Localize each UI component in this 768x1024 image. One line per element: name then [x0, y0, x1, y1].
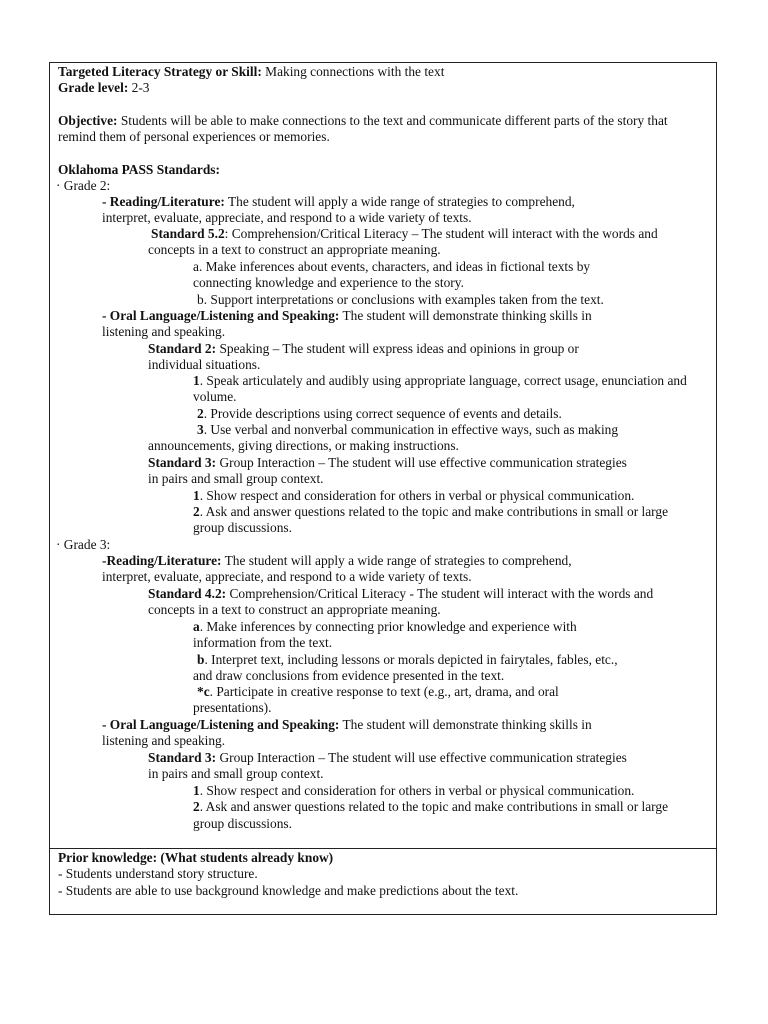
grade3-item-b-text: . Interpret text, including lessons or morals depicted in fairytales, fables, etc., [204, 652, 618, 667]
grade3-reading-text-1: The student will apply a wide range of strategies to comprehend, [221, 553, 572, 568]
grade3-group-item-2-number: 2 [193, 799, 200, 814]
grade2-reading-line-2: interpret, evaluate, appreciate, and respond to a wide variety of texts. [102, 210, 472, 225]
grade2-speak-item-2-number: 2 [197, 406, 204, 421]
grade3-reading-label: -Reading/Literature: [102, 553, 222, 568]
grade3-group-item-1-number: 1 [193, 783, 200, 798]
objective-line-2: remind them of personal experiences or memories. [58, 129, 330, 144]
grade2-reading-text-1: The student will apply a wide range of strategies to comprehend, [224, 194, 575, 209]
grade2-speak-item-1-number: 1 [193, 373, 200, 388]
grade2-standard2-line-2: individual situations. [148, 357, 261, 372]
grade2-standard3-line-1 [148, 455, 627, 471]
objective-line-1 [58, 113, 668, 129]
grade2-speak-item-2-line [197, 406, 562, 422]
grade2-oral-line-1 [102, 308, 592, 324]
grade2-standard52-text-1: : Comprehension/Critical Literacy – The student will interact with the words and [224, 226, 658, 241]
strategy-value: Making connections with the text [261, 64, 445, 79]
lesson-details-box [49, 62, 717, 849]
grade2-group-item-1-text: . Show respect and consideration for others in verbal or physical communication. [199, 488, 635, 503]
grade2-standard3-line-2: in pairs and small group context. [148, 471, 324, 486]
grade2-group-item-2-text: . Ask and answer questions related to the topic and make contributions in small or large [199, 504, 669, 519]
grade2-speak-item-1-line-1 [193, 373, 687, 389]
grade3-group-item-1-text: . Show respect and consideration for others in verbal or physical communication. [199, 783, 635, 798]
grade3-item-b-line-2: and draw conclusions from evidence presented in the text. [193, 668, 505, 683]
grade3-standard3-line-1 [148, 750, 627, 766]
grade3-standard42-line-1 [148, 586, 653, 602]
grade2-speak-item-3-text: . Use verbal and nonverbal communication in effective ways, such as making [203, 422, 619, 437]
grade-level-line [58, 80, 149, 96]
grade3-heading: · Grade 3: [56, 537, 111, 552]
grade3-item-c-line-2: presentations). [193, 700, 272, 715]
prior-knowledge-box [49, 848, 717, 915]
grade3-group-item-1-line [193, 783, 634, 799]
grade3-item-a-text: . Make inferences by connecting prior knowledge and experience with [199, 619, 577, 634]
grade3-item-c-label: *c [197, 684, 210, 699]
grade2-heading: · Grade 2: [56, 178, 111, 193]
grade2-standard52-line-2: concepts in a text to construct an appropriate meaning. [148, 242, 441, 257]
grade2-standard3-label: Standard 3: [148, 455, 217, 470]
grade3-oral-line-1 [102, 717, 592, 733]
grade3-standard3-label: Standard 3: [148, 750, 217, 765]
grade3-item-a-line-1 [193, 619, 577, 635]
grade2-standard3-text-1: Group Interaction – The student will use effective communication strategies [216, 455, 627, 470]
prior-knowledge-heading: Prior knowledge: (What students already know) [58, 850, 334, 865]
grade3-item-c-text: . Participate in creative response to text (e.g., art, drama, and oral [209, 684, 559, 699]
grade2-reading-line-1 [102, 194, 575, 210]
prior-knowledge-item-2: - Students are able to use background knowledge and make predictions about the text. [58, 883, 519, 898]
grade2-oral-line-2: listening and speaking. [102, 324, 226, 339]
grade-level-label: Grade level: [58, 80, 129, 95]
grade3-oral-label: - Oral Language/Listening and Speaking: [102, 717, 340, 732]
grade2-speak-item-1-text: . Speak articulately and audibly using appropriate language, correct usage, enunciation and [199, 373, 687, 388]
objective-text-1: Students will be able to make connections to the text and communicate different parts of the story that [117, 113, 668, 128]
prior-knowledge-item-1: - Students understand story structure. [58, 866, 258, 881]
grade3-oral-line-2: listening and speaking. [102, 733, 226, 748]
grade2-standard2-label: Standard 2: [148, 341, 217, 356]
grade2-standard2-text-1: Speaking – The student will express ideas and opinions in group or [216, 341, 579, 356]
grade2-group-item-2-line-1 [193, 504, 668, 520]
grade3-standard3-line-2: in pairs and small group context. [148, 766, 324, 781]
grade2-speak-item-3-line-1 [197, 422, 618, 438]
grade3-reading-line-2: interpret, evaluate, appreciate, and respond to a wide variety of texts. [102, 569, 472, 584]
grade2-speak-item-3-line-2: announcements, giving directions, or making instructions. [148, 438, 459, 453]
strategy-label: Targeted Literacy Strategy or Skill: [58, 64, 262, 79]
grade3-standard42-line-2: concepts in a text to construct an appropriate meaning. [148, 602, 441, 617]
grade3-item-b-line-1 [197, 652, 618, 668]
standards-heading: Oklahoma PASS Standards: [58, 162, 220, 177]
grade3-standard42-text-1: Comprehension/Critical Literacy - The student will interact with the words and [226, 586, 654, 601]
grade2-standard2-line-1 [148, 341, 579, 357]
grade2-group-item-2-number: 2 [193, 504, 200, 519]
grade-level-value: 2-3 [128, 80, 150, 95]
grade2-group-item-1-line [193, 488, 634, 504]
grade2-oral-label: - Oral Language/Listening and Speaking: [102, 308, 340, 323]
grade2-item-b-line: b. Support interpretations or conclusions with examples taken from the text. [197, 292, 604, 307]
grade3-standard3-text-1: Group Interaction – The student will use effective communication strategies [216, 750, 627, 765]
grade3-item-b-label: b [197, 652, 205, 667]
grade3-item-a-line-2: information from the text. [193, 635, 333, 650]
grade3-oral-text-1: The student will demonstrate thinking skills in [339, 717, 592, 732]
grade2-speak-item-2-text: . Provide descriptions using correct sequence of events and details. [203, 406, 562, 421]
objective-label: Objective: [58, 113, 118, 128]
grade2-item-a-line-1: a. Make inferences about events, characters, and ideas in fictional texts by [193, 259, 591, 274]
grade2-standard52-label: Standard 5.2 [151, 226, 225, 241]
grade3-group-item-2-text: . Ask and answer questions related to the topic and make contributions in small or large [199, 799, 669, 814]
grade3-item-a-label: a [193, 619, 200, 634]
grade2-speak-item-3-number: 3 [197, 422, 204, 437]
strategy-line [58, 64, 444, 80]
grade2-reading-label: - Reading/Literature: [102, 194, 225, 209]
grade3-group-item-2-line-2: group discussions. [193, 816, 292, 831]
grade2-group-item-1-number: 1 [193, 488, 200, 503]
grade2-standard52-line-1 [151, 226, 658, 242]
grade2-oral-text-1: The student will demonstrate thinking skills in [339, 308, 592, 323]
grade2-speak-item-1-line-2: volume. [193, 389, 237, 404]
grade2-group-item-2-line-2: group discussions. [193, 520, 292, 535]
grade2-item-a-line-2: connecting knowledge and experience to the story. [193, 275, 464, 290]
grade3-standard42-label: Standard 4.2: [148, 586, 227, 601]
grade3-reading-line-1 [102, 553, 572, 569]
grade3-item-c-line-1 [197, 684, 559, 700]
grade3-group-item-2-line-1 [193, 799, 668, 815]
